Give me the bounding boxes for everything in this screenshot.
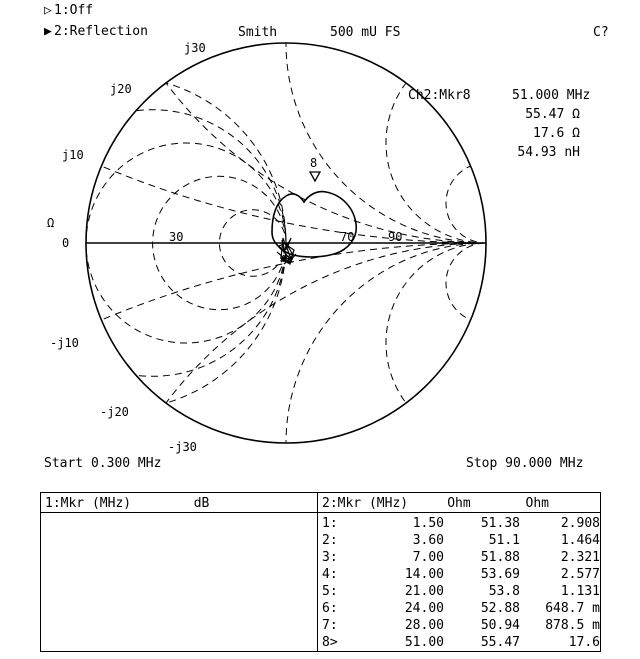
marker-8-pointer-icon[interactable] [310, 172, 320, 181]
table-row[interactable] [318, 566, 600, 583]
marker-table-1[interactable] [41, 493, 318, 651]
trace-cluster [277, 238, 296, 264]
table-row[interactable] [318, 549, 600, 566]
marker-readout-reactance: 17.6 Ω [533, 126, 580, 141]
resistance-label-90: 90 [388, 230, 403, 244]
marker-cell-r: 52.88 [480, 601, 520, 616]
start-frequency-label[interactable]: Start 0.300 MHz [44, 456, 162, 471]
marker-cell-freq: 3.60 [412, 533, 444, 548]
marker-tables [40, 492, 601, 652]
channel-2-label: 2:Reflection [54, 24, 148, 39]
marker-cell-idx: 8> [322, 635, 338, 650]
marker-cell-x: 878.5 m [545, 618, 600, 633]
marker-table-2-header: 2:Mkr (MHz) Ohm Ohm [318, 493, 600, 513]
marker-cell-x: 17.6 [568, 635, 600, 650]
reactance-label-mj10: -j10 [50, 336, 79, 350]
channel-1-marker-icon: ▷ [44, 3, 52, 18]
marker-cell-idx: 6: [322, 601, 338, 616]
marker-readout-resistance: 55.47 Ω [525, 107, 580, 122]
table-row[interactable] [318, 617, 600, 634]
marker-cell-r: 51.38 [480, 516, 520, 531]
marker-cell-freq: 21.00 [404, 584, 444, 599]
marker-table-2[interactable] [318, 493, 600, 651]
marker-cell-r: 51.88 [480, 550, 520, 565]
marker-cell-freq: 28.00 [404, 618, 444, 633]
format-label[interactable]: Smith [238, 25, 278, 40]
marker-readout-title: Ch2:Mkr8 [408, 88, 471, 103]
correction-status[interactable]: C? [593, 25, 609, 40]
scale-label[interactable]: 500 mU FS [330, 25, 401, 40]
reactance-label-mj30: -j30 [168, 440, 197, 454]
marker-cell-x: 2.321 [560, 550, 600, 565]
reactance-label-j20: j20 [110, 82, 132, 96]
marker-cell-freq: 7.00 [412, 550, 444, 565]
marker-cell-idx: 5: [322, 584, 338, 599]
marker-cell-idx: 1: [322, 516, 338, 531]
marker-readout-inductance: 54.93 nH [517, 145, 580, 160]
marker-cell-x: 2.577 [560, 567, 600, 582]
marker-8-label: 8 [310, 156, 318, 170]
marker-cell-r: 53.8 [488, 584, 520, 599]
marker-cell-freq: 51.00 [404, 635, 444, 650]
channel-2-marker-icon: ▶ [44, 24, 52, 39]
marker-table-1-header: 1:Mkr (MHz) dB [41, 493, 317, 513]
table-row[interactable] [318, 600, 600, 617]
marker-cell-r: 55.47 [480, 635, 520, 650]
marker-table-1-body [41, 513, 317, 515]
marker-cell-x: 1.464 [560, 533, 600, 548]
marker-cell-idx: 7: [322, 618, 338, 633]
table-row[interactable] [318, 515, 600, 532]
marker-cell-freq: 14.00 [404, 567, 444, 582]
reactance-label-j30: j30 [184, 41, 206, 55]
marker-cell-idx: 4: [322, 567, 338, 582]
resistance-label-0: 0 [62, 236, 70, 250]
marker-cell-idx: 3: [322, 550, 338, 565]
resistance-label-70: 70 [340, 230, 355, 244]
marker-cell-r: 53.69 [480, 567, 520, 582]
stop-frequency-label[interactable]: Stop 90.000 MHz [466, 456, 584, 471]
marker-cell-freq: 24.00 [404, 601, 444, 616]
marker-cell-idx: 2: [322, 533, 338, 548]
reactance-label-mj20: -j20 [100, 405, 129, 419]
marker-cell-x: 1.131 [560, 584, 600, 599]
marker-cell-x: 648.7 m [545, 601, 600, 616]
reactance-label-j10: j10 [62, 148, 84, 162]
table-row[interactable] [318, 532, 600, 549]
resistance-label-30: 30 [169, 230, 184, 244]
channel-1-label: 1:Off [54, 3, 94, 18]
marker-readout-frequency: 51.000 MHz [512, 88, 591, 103]
table-row[interactable] [318, 583, 600, 600]
marker-cell-x: 2.908 [560, 516, 600, 531]
marker-cell-r: 51.1 [488, 533, 520, 548]
marker-cell-r: 50.94 [480, 618, 520, 633]
table-row[interactable] [318, 634, 600, 651]
marker-cell-freq: 1.50 [412, 516, 444, 531]
marker-table-2-body [318, 513, 600, 651]
ohm-symbol: Ω [47, 216, 55, 230]
